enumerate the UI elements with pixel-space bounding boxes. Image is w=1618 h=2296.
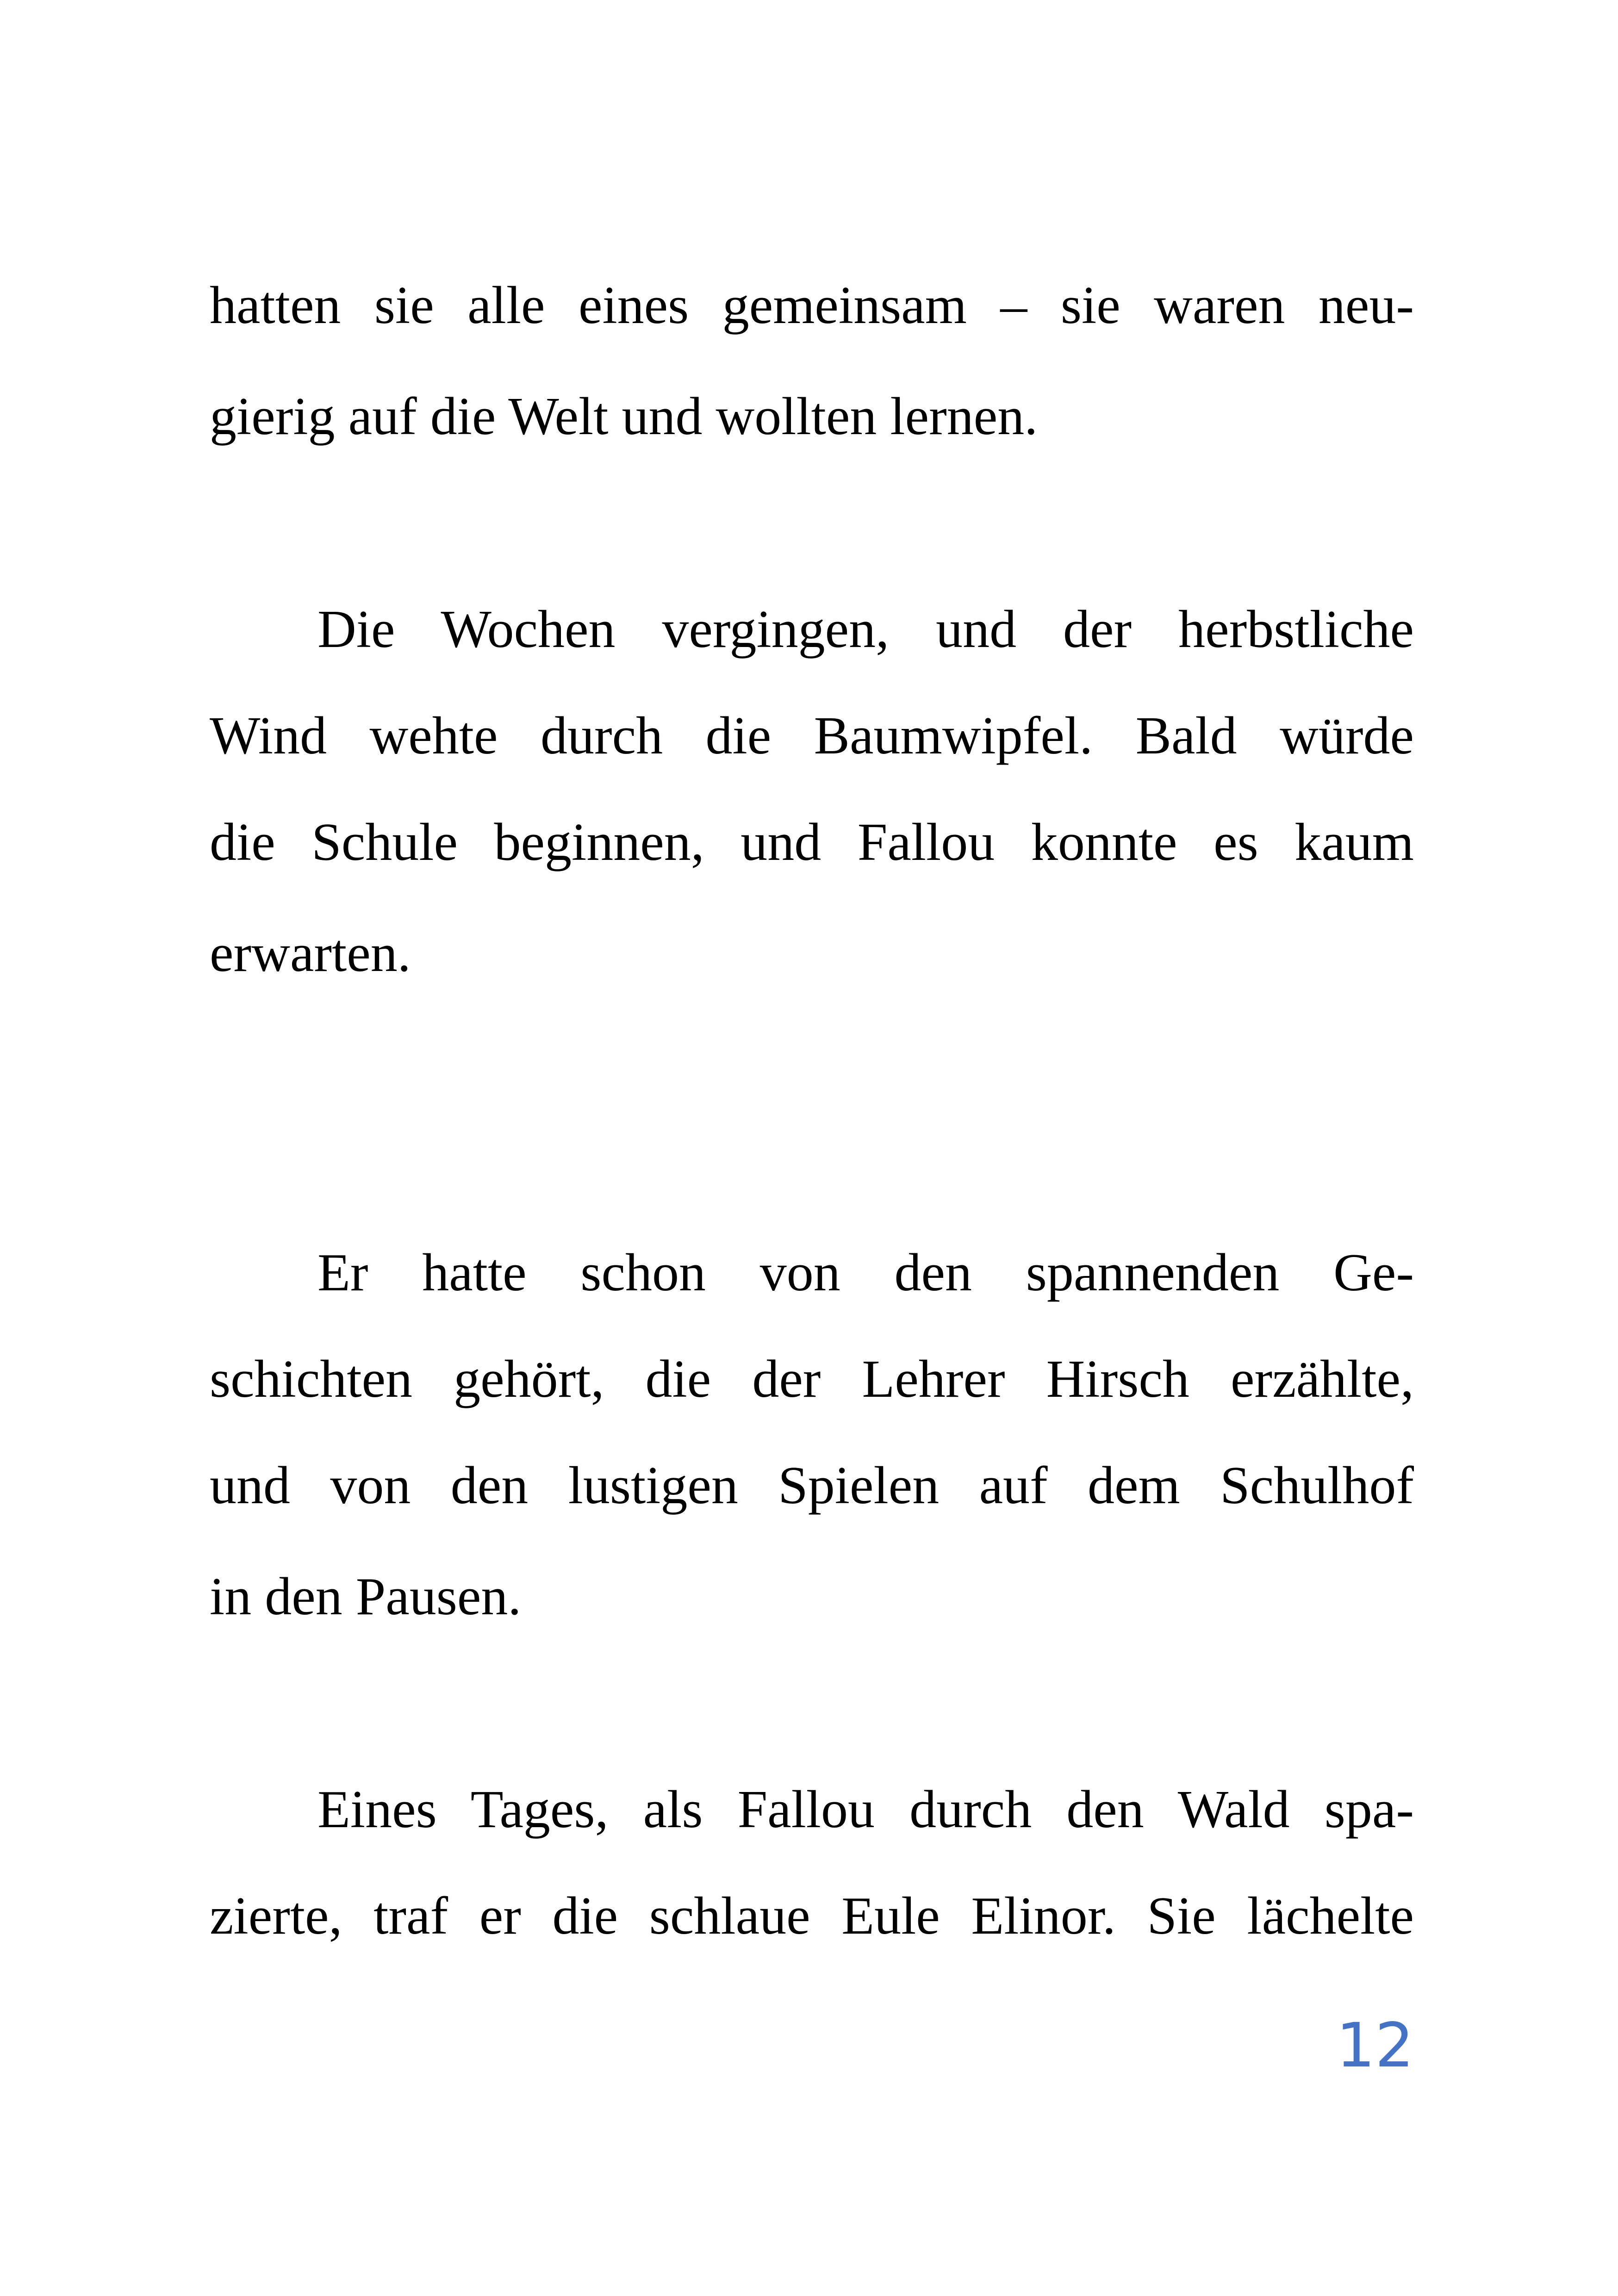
text-line: Die Wochen vergingen, und der herbstliche [317,600,1414,659]
text-line: schichten gehört, die der Lehrer Hirsch erzählte, [210,1350,1414,1409]
text-line: Er hatte schon von den spannenden Ge- [317,1243,1414,1302]
text-line: gierig auf die Welt und wollten lernen. [210,387,1038,446]
text-line: Wind wehte durch die Baumwipfel. Bald würde [210,706,1414,765]
page-number: 12 [1336,2010,1414,2081]
text-line: Eines Tages, als Fallou durch den Wald spa- [317,1780,1414,1839]
text-line: zierte, traf er die schlaue Eule Elinor. Sie lächelte [210,1886,1414,1946]
text-line: hatten sie alle eines gemeinsam – sie waren neu- [210,276,1414,335]
text-line: und von den lustigen Spielen auf dem Schulhof [210,1456,1414,1515]
text-line: erwarten. [210,924,411,983]
text-line: in den Pausen. [210,1567,522,1626]
text-line: die Schule beginnen, und Fallou konnte es kaum [210,813,1414,872]
